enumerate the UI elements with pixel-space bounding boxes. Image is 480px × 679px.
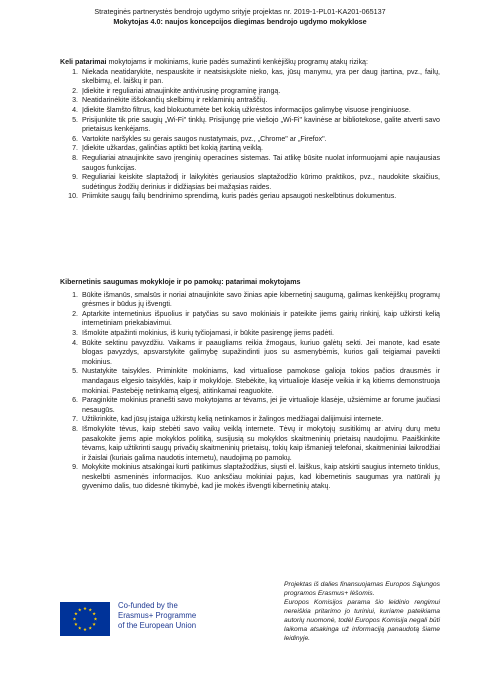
list-item: [60, 154, 440, 173]
list-item-number: 3.: [72, 328, 78, 337]
eu-text-line2: Erasmus+ Programme: [118, 611, 197, 620]
list-item-number: 4.: [72, 105, 78, 114]
list-item-number: 2.: [72, 86, 78, 95]
list-item-text: Paraginkite mokinius pranešti savo mokytojams ar tėvams, jei jie virtualioje klasėje, užsiėmime ar forume jaučiasi nesaugūs.: [82, 396, 440, 414]
disclaimer-liability: Europos Komisijos parama šio leidinio rengimui nereiškia pritarimo jo turiniui, kuriame pateikiama autorių nuomonė, todėl Europos Komisija negali būti laikoma atsakinga už informaciją panaudotą šiame leidinyje.: [284, 599, 440, 642]
list-item-text: Įdiekite užkardas, galinčias aptikti bet kokią įtartiną veiklą.: [82, 144, 263, 153]
list-item-number: 8.: [72, 153, 78, 162]
list-item: [60, 425, 440, 463]
list-item-text: Būkite išmanūs, smalsūs ir noriai atnaujinkite savo žinias apie kibernetinį saugumą, galimas kenkėjiškų programų grėsmes ir būdus jų išvengti.: [82, 290, 440, 309]
footer: [60, 580, 440, 655]
section-tips-title: Keli patarimai: [60, 58, 107, 66]
list-item-text: Priimkite saugų failų bendrinimo sprendimą, kuris padės geriau apsaugoti neskelbtinus dokumentus.: [82, 192, 397, 201]
list-item: [60, 463, 440, 492]
list-item-number: 9.: [72, 173, 78, 182]
section-tips: [60, 58, 440, 202]
list-item-number: 1.: [72, 290, 78, 299]
list-item: [60, 173, 440, 192]
list-item: [60, 192, 440, 202]
eu-flag-icon: [60, 602, 110, 636]
section-tips-intro-text: mokytojams ir mokiniams, kurie padės sumažinti kenkėjiškų programų atakų riziką:: [106, 58, 368, 66]
list-item-text: Neatidarinėkite iššokančių skelbimų ir reklaminių antraščių.: [82, 96, 268, 105]
list-item-number: 3.: [72, 96, 78, 105]
list-item: [60, 144, 440, 154]
list-item: [60, 367, 440, 396]
list-item-text: Įdiekite ir reguliariai atnaujinkite antivirusinę programinę įrangą.: [82, 86, 281, 95]
list-item: [60, 116, 440, 135]
project-number-line: Strateginės partnerystės bendrojo ugdymo srityje projektas nr. 2019-1-PL01-KA201-065137: [94, 7, 386, 16]
list-item: [60, 310, 440, 329]
list-item-number: 7.: [72, 144, 78, 153]
list-item-number: 2.: [72, 309, 78, 318]
disclaimer-funding: Projektas iš dalies finansuojamas Europos Sąjungos programos Erasmus+ lėšomis.: [284, 581, 440, 597]
list-item: [60, 396, 440, 415]
list-item-number: 6.: [72, 134, 78, 143]
list-item-text: Būkite sektinu pavyzdžiu. Vaikams ir paaugliams reikia žmogaus, kuriuo galėtų sekti. Jei manote, kad esate blogas pavyzdys, apsvarstykite galimybę supažindinti juos su asmenybėmis, kurios gali teigiamai paveikti mokinius.: [82, 338, 440, 366]
list-item-number: 8.: [72, 424, 78, 433]
list-item-text: Išmokite atpažinti mokinius, iš kurių tyčiojamasi, ir būkite pasirengę jiems padėti.: [82, 328, 334, 337]
list-item-number: 5.: [72, 367, 78, 376]
list-item: [60, 339, 440, 368]
list-item: [60, 68, 440, 87]
list-item-text: Vartokite naršykles su gerais saugos nustatymais, pvz., „Chrome" ar „Firefox".: [82, 134, 327, 143]
list-item-text: Reguliariai keiskite slaptažodį ir laikykitės geriausios slaptažodžio kūrimo praktikos, pvz., naudokite skaičius, sudėtingus žodžių derinius ir didžiąsias bei mažąsias raides.: [82, 173, 440, 191]
list-item-number: 5.: [72, 115, 78, 124]
list-item-text: Aptarkite internetinius išpuolius ir patyčias su savo mokiniais ir pateikite jiems gairių rinkinį, kaip užkirsti kelią internetiniam priekabiavimui.: [82, 309, 440, 328]
erasmus-cofunded-label: [118, 601, 238, 631]
list-item: [60, 135, 440, 145]
eu-text-line1: Co-funded by the: [118, 601, 178, 610]
project-title: Mokytojas 4.0: naujos koncepcijos diegimas bendrojo ugdymo mokyklose: [113, 17, 367, 26]
list-item: [60, 291, 440, 310]
document-header: [0, 7, 480, 27]
list-item: [60, 106, 440, 116]
list-item-text: Niekada neatidarykite, nespauskite ir neatsisiųskite nieko, kas, jūsų manymu, yra per daug įtartina, pvz., failų, skelbimų, el. laiškų ir pan.: [82, 67, 440, 86]
eu-text-line3: of the European Union: [118, 621, 197, 630]
section-teachers-title: Kibernetinis saugumas mokykloje ir po pamokų: patarimai mokytojams: [60, 278, 301, 286]
list-item: [60, 329, 440, 339]
list-item: [60, 415, 440, 425]
list-item-number: 1.: [72, 67, 78, 76]
list-item-text: Įdiekite šlamšto filtrus, kad blokuotumėte bet kokią užkrėstos informacijos galimybę visuose įrenginiuose.: [82, 105, 411, 114]
list-item-text: Nustatykite taisykles. Priminkite mokiniams, kad virtualiose pamokose galioja tokios pačios drausmės ir mandagaus elgesio taisyklės, kaip ir mokykloje. Stebėkite, ką virtualioje klasėje veikia ir ką kitiems demonstruoja mokiniai. Pastebėję netinkamą elgesį, atitinkamai reaguokite.: [82, 367, 440, 395]
list-item-number: 10.: [68, 192, 78, 201]
list-item: [60, 96, 440, 106]
list-item: [60, 87, 440, 97]
list-item-text: Išmokykite tėvus, kaip stebėti savo vaikų veiklą internete. Tėvų ir mokytojų susitikimų ar atvirų durų metu pasakokite jiems apie mokyklos politiką, susijusią su mokyklos skaitmeninių prietaisų naudojimu. Paaiškinkite tėvams, kaip užtikrinti saugų privačių skaitmeninių prietaisų, tokių kaip išmanieji telefonai, skaitmeniniai laikrodžiai ir žaislai (kuriais galima naudotis internetu), naudojimą po pamokų.: [82, 424, 440, 462]
list-item-text: Užtikrinkite, kad jūsų įstaiga užkirstų kelią netinkamos ir žalingos medžiagai dalijimuisi internete.: [82, 415, 384, 424]
list-item-text: Mokykite mokinius atsakingai kurti patikimus slaptažodžius, siųsti el. laiškus, kaip atskirti saugius interneto tinklus, neskelbti asmeninės informacijos. Kuo anksčiau mokiniai pajus, kad kibernetinis saugumas yra natūrali jų gyvenimo dalis, tuo didesnė tikimybė, kad jie mokės išvengti kibernetinių atakų.: [82, 463, 440, 491]
list-item-text: Reguliariai atnaujinkite savo įrenginių operacines sistemas. Tai atlikę būsite nuolat informuojami apie naujausias saugos funkcijas.: [82, 153, 440, 172]
section-teachers: [60, 278, 440, 492]
list-item-text: Prisijunkite tik prie saugių „Wi-Fi" tinklų. Prisijungę prie viešojo „Wi-Fi" kavinėse ar bibliotekose, galite atverti savo prietaisus kenkėjams.: [82, 115, 440, 134]
tips-list: [60, 68, 440, 202]
list-item-number: 7.: [72, 415, 78, 424]
list-item-number: 4.: [72, 338, 78, 347]
funding-disclaimer: [284, 580, 440, 643]
list-item-number: 9.: [72, 463, 78, 472]
teacher-tips-list: [60, 291, 440, 492]
section-tips-intro: [60, 58, 440, 68]
list-item-number: 6.: [72, 396, 78, 405]
